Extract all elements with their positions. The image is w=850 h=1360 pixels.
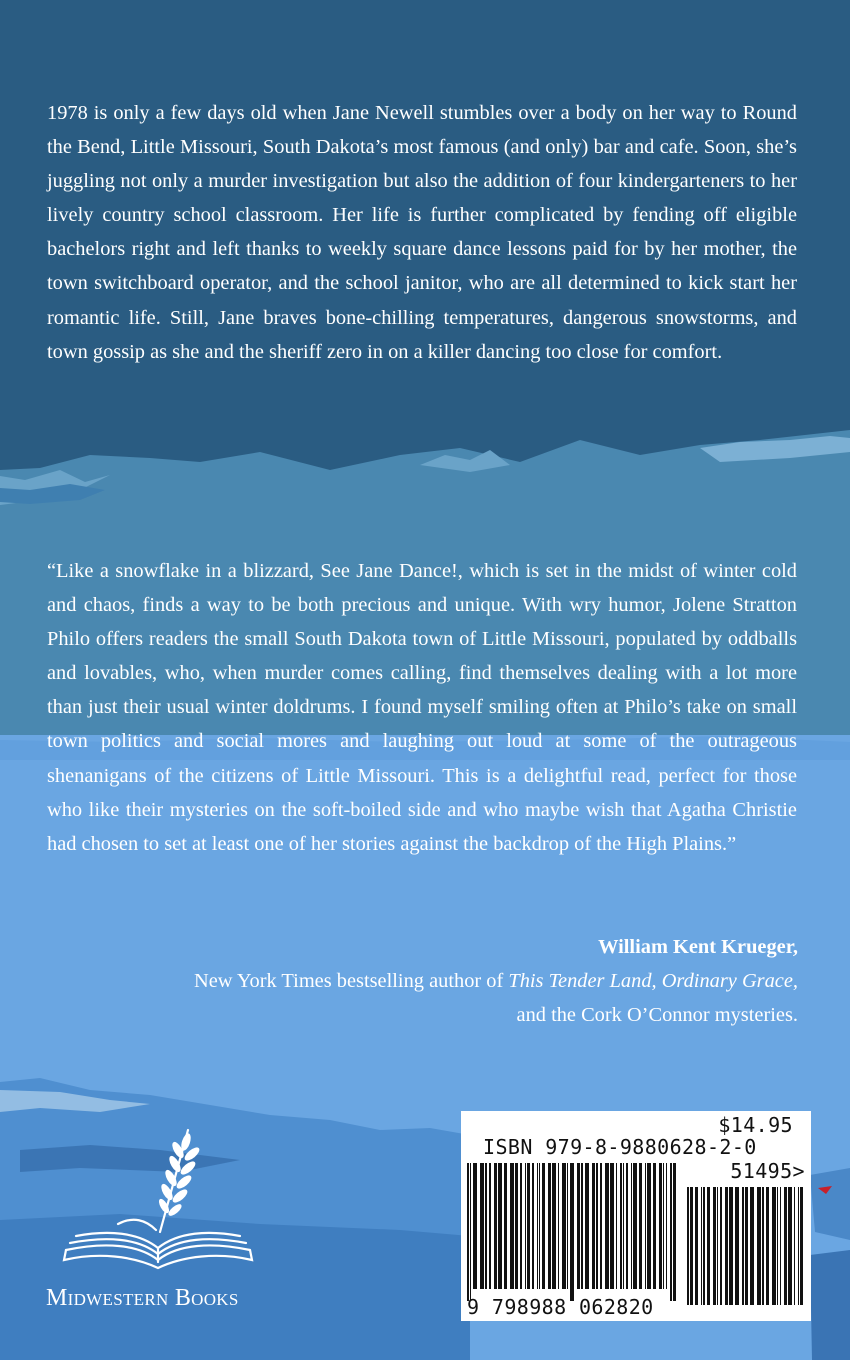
review-attribution xyxy=(58,930,798,1032)
barcode-bar xyxy=(592,1163,595,1289)
barcode-bar xyxy=(766,1187,769,1305)
barcode-bar xyxy=(670,1163,672,1301)
barcode-bar xyxy=(562,1163,566,1289)
barcode-bar xyxy=(532,1163,534,1289)
barcode-bar xyxy=(605,1163,609,1289)
barcode-bar xyxy=(777,1187,778,1305)
publisher-logo xyxy=(40,1120,275,1320)
open-book-wheat-icon xyxy=(58,1120,258,1280)
barcode-bar xyxy=(527,1163,530,1289)
review-quote: “Like a snowflake in a blizzard, See Jane Dance!, which is set in the midst of winter cold and chaos, finds a way to be both precious and unique. With wry humor, Jolene Stratton Philo offers readers the small South Dakota town of Little Missouri, populated by oddballs and lovables, who, when murder comes calling, find themselves dealing with a lot more than just their usual winter doldrums. I found myself smiling often at Philo’s take on small town politics and social mores and laughing out loud at some of the outrageous shenanigans of the citizens of Little Missouri. This is a delightful read, perfect for those who like their mysteries on the soft-boiled side and who maybe wish that Agatha Christie had chosen to set at least one of her stories against the backdrop of the High Plains.” xyxy=(47,560,797,855)
barcode-bar xyxy=(548,1163,551,1289)
barcode-bar xyxy=(713,1187,716,1305)
barcode-bar xyxy=(515,1163,518,1289)
barcode-bar xyxy=(570,1163,574,1301)
barcode-bar xyxy=(788,1187,792,1305)
barcode-bar xyxy=(485,1163,487,1289)
barcode-bar xyxy=(558,1163,559,1289)
barcode-bar xyxy=(620,1163,622,1289)
publisher-name: Midwestern Books xyxy=(46,1285,239,1311)
barcode-bar xyxy=(610,1163,614,1289)
reviewer-name: William Kent Krueger, xyxy=(598,936,798,958)
barcode-bar xyxy=(666,1163,667,1289)
barcode-bar xyxy=(725,1187,728,1305)
isbn-barcode xyxy=(461,1111,811,1321)
barcode-bar xyxy=(552,1163,556,1289)
barcode-bar xyxy=(659,1163,662,1289)
barcode-bar xyxy=(757,1187,761,1305)
ean-barcode-bars xyxy=(467,1163,677,1301)
barcode-bar xyxy=(701,1187,702,1305)
price-addon-code: 51495> xyxy=(730,1159,805,1183)
reviewer-credit-suffix: and the Cork O’Connor mysteries. xyxy=(516,1004,798,1026)
barcode-bar xyxy=(494,1163,497,1289)
isbn-label: ISBN 979-8-9880628-2-0 xyxy=(483,1135,757,1159)
barcode-bar xyxy=(653,1163,656,1289)
barcode-bar xyxy=(600,1163,602,1289)
reviewer-book-titles: This Tender Land, Ordinary Grace, xyxy=(508,970,798,992)
barcode-bar xyxy=(794,1187,795,1305)
barcode-bar xyxy=(663,1163,664,1289)
barcode-bar xyxy=(735,1187,739,1305)
barcode-bar xyxy=(633,1163,637,1289)
barcode-bar xyxy=(750,1187,754,1305)
barcode-bar xyxy=(690,1187,693,1305)
barcode-bar xyxy=(673,1163,676,1301)
barcode-bar xyxy=(596,1163,598,1289)
barcode-bar xyxy=(800,1187,803,1305)
barcode-bar xyxy=(504,1163,507,1289)
barcode-bar xyxy=(489,1163,491,1289)
barcode-bar xyxy=(473,1163,477,1289)
barcode-bar xyxy=(695,1187,698,1305)
barcode-bar xyxy=(784,1187,787,1305)
reviewer-credit xyxy=(58,964,798,998)
barcode-bar xyxy=(762,1187,764,1305)
price-label: $14.95 xyxy=(718,1113,793,1137)
addon-barcode-bars xyxy=(687,1187,803,1317)
barcode-bar xyxy=(707,1187,710,1305)
barcode-bar xyxy=(498,1163,502,1289)
barcode-bar xyxy=(703,1187,705,1305)
barcode-bar xyxy=(720,1187,722,1305)
barcode-bar xyxy=(585,1163,589,1289)
barcode-bar xyxy=(480,1163,484,1289)
barcode-bar xyxy=(520,1163,522,1289)
ean-digits: 9 798988 062820 xyxy=(467,1295,654,1319)
barcode-bar xyxy=(623,1163,624,1289)
barcode-bar xyxy=(510,1163,514,1289)
barcode-bar xyxy=(567,1163,568,1289)
barcode-bar xyxy=(745,1187,748,1305)
barcode-bar xyxy=(717,1187,718,1305)
barcode-bar xyxy=(626,1163,628,1289)
barcode-bar xyxy=(798,1187,799,1305)
barcode-bar xyxy=(581,1163,583,1289)
barcode-bar xyxy=(780,1187,781,1305)
barcode-bar xyxy=(616,1163,617,1289)
barcode-bar xyxy=(537,1163,538,1289)
barcode-bar xyxy=(539,1163,540,1289)
barcode-bar xyxy=(525,1163,526,1289)
barcode-bar xyxy=(577,1163,580,1289)
barcode-bar xyxy=(467,1163,469,1301)
barcode-bar xyxy=(639,1163,642,1289)
barcode-bar xyxy=(645,1163,646,1289)
barcode-bar xyxy=(631,1163,632,1289)
barcode-bar xyxy=(470,1163,471,1301)
book-description: 1978 is only a few days old when Jane Newell stumbles over a body on her way to Round the Bend, Little Missouri, South Dakota’s most famous (and only) bar and cafe. Soon, she’s juggling not only a murder investigation but also the addition of four kindergarteners to her lively country school classroom. Her life is further complicated by fending off eligible bachelors right and left thanks to weekly square dance lessons paid for by her mother, the town switchboard operator, and the school janitor, who are all determined to kick start her romantic life. Still, Jane braves bone-chilling temperatures, dangerous snowstorms, and town gossip as she and the sheriff zero in on a killer dancing too close for comfort. xyxy=(47,102,797,363)
reviewer-credit-prefix: New York Times bestselling author of xyxy=(193,970,509,992)
barcode-bar xyxy=(542,1163,545,1289)
barcode-bar xyxy=(772,1187,776,1305)
barcode-bar xyxy=(647,1163,651,1289)
barcode-bar xyxy=(687,1187,689,1305)
barcode-bar xyxy=(729,1187,733,1305)
barcode-bar xyxy=(742,1187,744,1305)
